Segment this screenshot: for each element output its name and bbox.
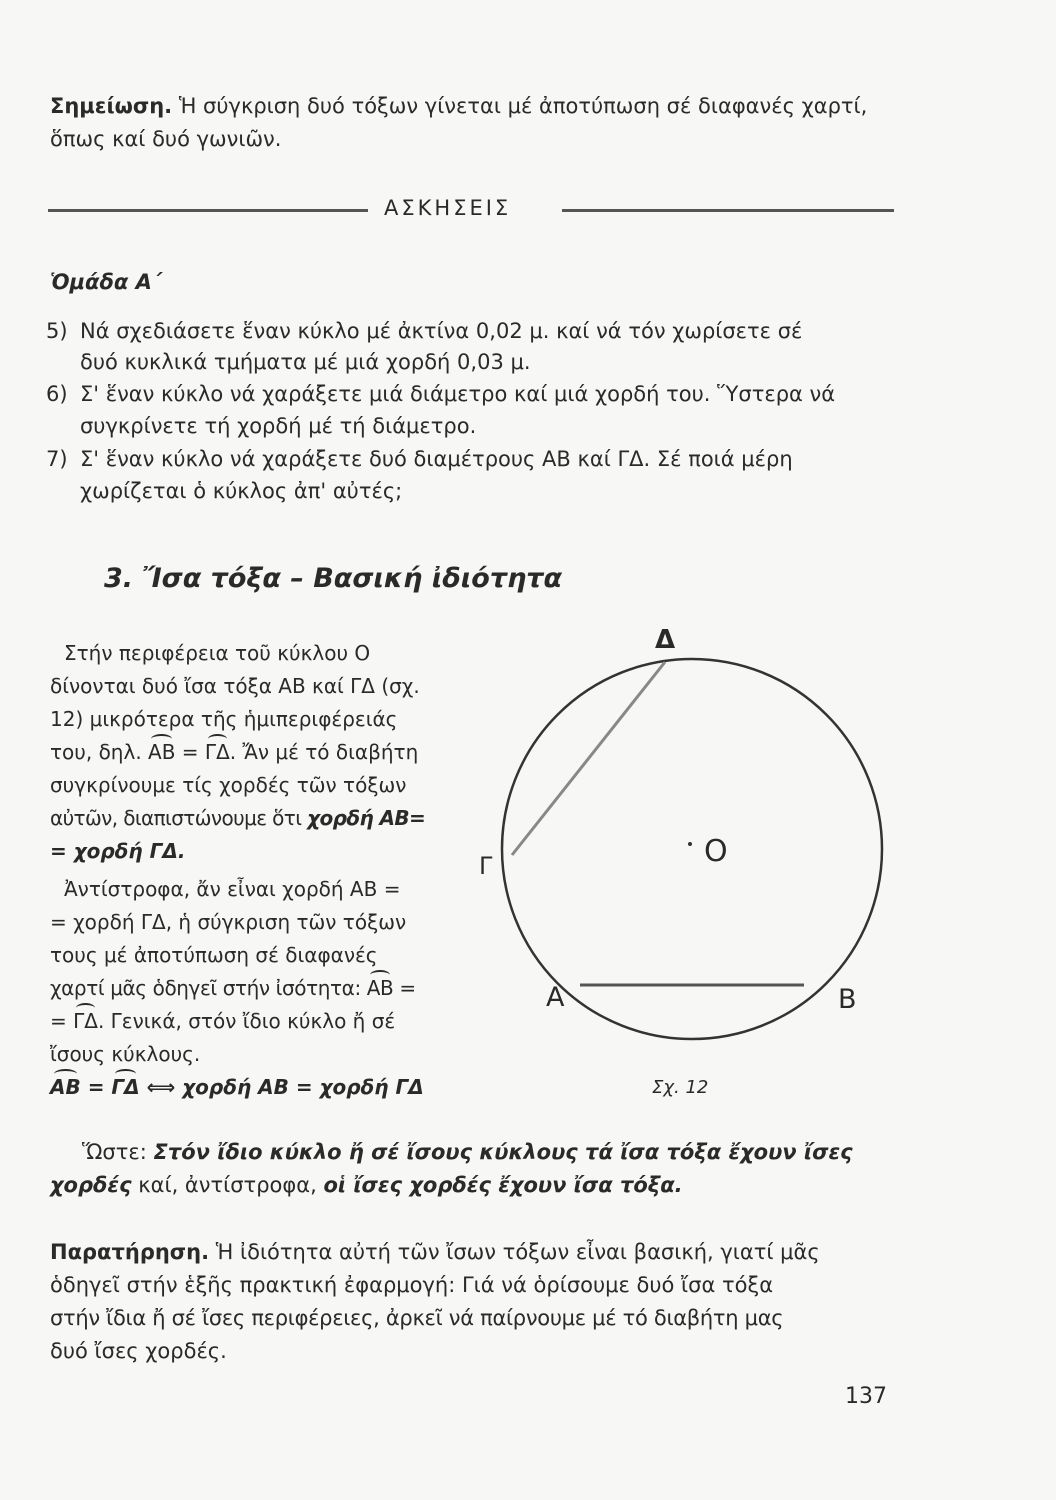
label-a: Α xyxy=(546,982,565,1013)
exercise-5-num: 5) xyxy=(46,319,68,343)
label-delta: Δ xyxy=(655,625,676,655)
figure-caption: Σχ. 12 xyxy=(652,1077,709,1098)
page-number: 137 xyxy=(845,1384,887,1409)
section-paragraph-2 xyxy=(50,873,500,1104)
p2-line-4: χαρτί μᾶς ὁδηγεῖ στήν ἰσότητα: ΑΒ = xyxy=(50,972,500,1005)
note-label: Σημείωση. xyxy=(50,94,173,118)
p2-line-3: τους μέ ἀποτύπωση σέ διαφανές xyxy=(50,943,378,967)
label-gamma: Γ xyxy=(479,852,493,880)
arc-gd: ΓΔ xyxy=(205,736,230,769)
note-text: Ἡ σύγκριση δυό τόξων γίνεται μέ ἀποτύπωση σέ διαφανές χαρτί, ὅπως καί δυό γωνιῶν. xyxy=(50,94,868,151)
center-dot xyxy=(688,842,692,846)
section-paragraph-1 xyxy=(50,637,500,868)
p2-line-2: = χορδή ΓΔ, ἡ σύγκριση τῶν τόξων xyxy=(50,910,407,934)
p1-line-3: 12) μικρότερα τῆς ἡμιπεριφέρειάς xyxy=(50,707,398,731)
p1-line-5: συγκρίνουμε τίς χορδές τῶν τόξων xyxy=(50,773,407,797)
label-b: Β xyxy=(838,984,857,1015)
remark-label: Παρατήρηση. xyxy=(50,1240,210,1264)
label-center-o: Ο xyxy=(704,834,728,869)
p2-line-5: = ΓΔ. Γενικά, στόν ἴδιο κύκλο ἤ σέ xyxy=(50,1005,500,1038)
exercise-6-line1: Σ' ἕναν κύκλο νά χαράξετε μιά διάμετρο καί μιά χορδή του. Ὕστερα νά xyxy=(80,382,836,406)
exercise-5-line2: δυό κυκλικά τμήματα μέ μιά χορδή 0,03 μ. xyxy=(80,350,531,374)
p2-line-1: Ἀντίστροφα, ἄν εἶναι χορδή ΑΒ = xyxy=(64,877,401,901)
exercise-6-line2: συγκρίνετε τή χορδή μέ τή διάμετρο. xyxy=(80,414,477,438)
exercise-6-num: 6) xyxy=(46,382,68,406)
exercise-7-num: 7) xyxy=(46,447,68,471)
exercise-7-line1: Σ' ἕναν κύκλο νά χαράξετε δυό διαμέτρους ΑΒ καί ΓΔ. Σέ ποιά μέρη xyxy=(80,447,793,471)
conclusion-paragraph: Ὥστε: Στόν ἴδιο κύκλο ἤ σέ ἴσους κύκλους τά ἴσα τόξα ἔχουν ἴσες χορδές καί, ἀντίστροφα, οἱ ἴσες χορδές ἔχουν ἴσα τόξα. xyxy=(50,1140,853,1197)
exercise-7-line2: χωρίζεται ὁ κύκλος ἀπ' αὐτές; xyxy=(80,479,403,503)
p1-line-4: του, δηλ. ΑΒ = ΓΔ. Ἄν μέ τό διαβήτη xyxy=(50,736,500,769)
p1-line-2: δίνονται δυό ἴσα τόξα ΑΒ καί ΓΔ (σχ. xyxy=(50,674,420,698)
p2-line-6: ἴσους κύκλους. xyxy=(50,1042,201,1066)
p1-line-1: Στήν περιφέρεια τοῦ κύκλου Ο xyxy=(64,641,371,665)
remark-paragraph: Παρατήρηση. Ἡ ἰδιότητα αὐτή τῶν ἴσων τόξων εἶναι βασική, γιατί μᾶς ὁδηγεῖ στήν ἑξῆς πρακτική ἐφαρμογή: Γιά νά ὁρίσουμε δυό ἴσα τόξα στήν ἴδια ἤ σέ ἴσες περιφέρειες, ἀρκεῖ νά παίρνουμε μέ τό διαβήτη μας δυό ἴσες χορδές. xyxy=(50,1240,820,1363)
p1-line-6: αὐτῶν, διαπιστώνουμε ὅτι χορδή ΑΒ= xyxy=(50,806,426,830)
header-rule-left xyxy=(48,209,368,212)
p1-line-7: = χορδή ΓΔ. xyxy=(50,839,186,863)
section-title: 3. Ἴσα τόξα – Βασική ἰδιότητα xyxy=(104,563,563,594)
figure-12 xyxy=(490,630,910,1110)
conclusion-lead: Ὥστε: xyxy=(82,1140,154,1164)
arc-ab: ΑΒ xyxy=(148,736,175,769)
header-rule-right xyxy=(562,209,894,212)
note-paragraph xyxy=(50,90,920,156)
exercise-5-line1: Νά σχεδιάσετε ἕναν κύκλο μέ ἀκτίνα 0,02 μ. καί νά τόν χωρίσετε σέ xyxy=(80,319,803,343)
formula-line: ΑΒ = ΓΔ ⟺ χορδή ΑΒ = χορδή ΓΔ xyxy=(50,1071,500,1104)
exercises-header: ΑΣΚΗΣΕΙΣ xyxy=(384,196,512,220)
group-label: Ὁμάδα Α΄ xyxy=(50,270,162,294)
